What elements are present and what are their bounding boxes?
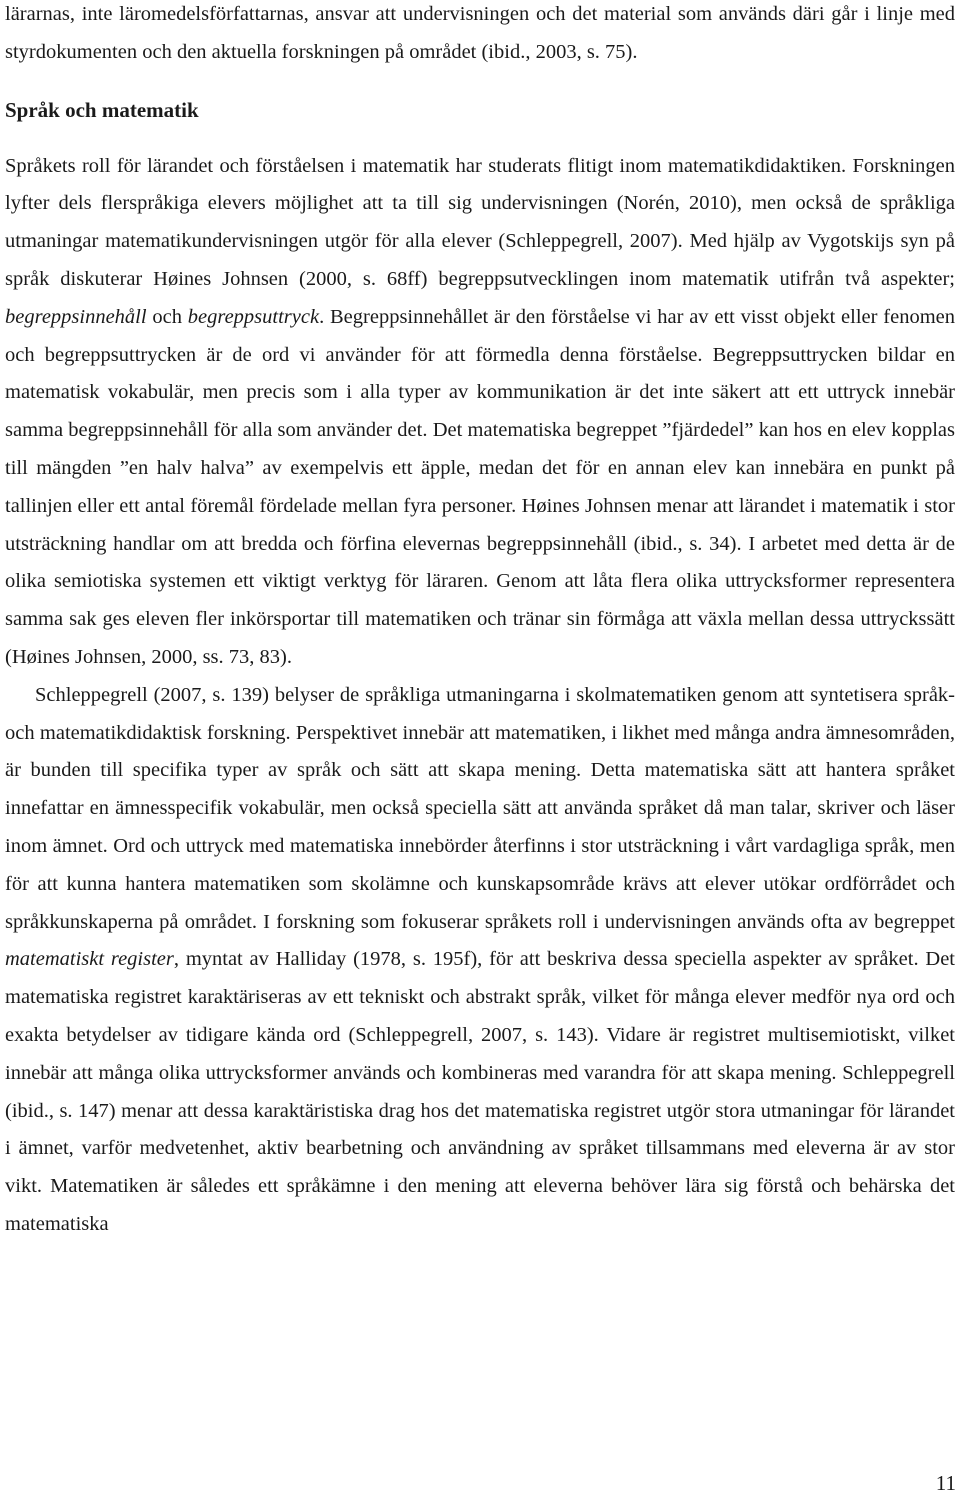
- paragraph-text: Schleppegrell (2007, s. 139) belyser de språkliga utmaningarna i skolmatematiken genom att syntetisera språk- och matematikdidaktisk forskning. Perspektivet innebär att matematiken, i likhet med många andra ämnesområden, är bunden till specifika typer av språk och sätt att skapa mening. Detta matematiska sätt att hantera språket innefattar en ämnesspecifik vokabulär, men också speciella sätt att använda språket då man talar, skriver och läser inom ämnet. Ord och uttryck med matematiska innebörder återfinns i stor utsträckning i vårt vardagliga språk, men för att kunna hantera matematiken som skolämne och kunskapsområde krävs att elever utökar ordförrådet och språkkunskaperna på området. I forskning som fokuserar språkets roll i undervisningen används ofta av begreppet: [5, 683, 955, 933]
- paragraph-text: och: [146, 305, 188, 328]
- paragraph-schleppegrell: [5, 677, 955, 1244]
- paragraph-text: Språkets roll för lärandet och förståelsen i matematik har studerats flitigt inom matematikdidaktiken. Forskningen lyfter dels flerspråkiga elevers möjlighet att ta till sig undervisningen (Norén, 2010), men också de språkliga utmaningar matematikundervisningen utgör för alla elever (Schleppegrell, 2007). Med hjälp av Vygotskijs syn på språk diskuterar Høines Johnsen (2000, s. 68ff) begreppsutvecklingen inom matematik utifrån två aspekter;: [5, 154, 955, 290]
- page-number: 11: [935, 1471, 956, 1495]
- italic-term-begreppsuttryck: begreppsuttryck: [187, 305, 320, 328]
- paragraph-language-role: [5, 148, 955, 677]
- section-heading: Språk och matematik: [5, 97, 199, 122]
- italic-term-begreppsinnehall: begreppsinnehåll: [5, 305, 147, 328]
- paragraph-intro-text: lärarnas, inte läromedelsförfattarnas, ansvar att undervisningen och det material som används däri går i linje med styrdokumenten och den aktuella forskningen på området (ibid., 2003, s. 75).: [5, 3, 955, 63]
- paragraph-text: , myntat av Halliday (1978, s. 195f), för att beskriva dessa speciella aspekter av språket. Det matematiska registret karaktäriseras av ett tekniskt och abstrakt språk, vilket för många elever medför nya ord och exakta betydelser av tidigare kända ord (Schleppegrell, 2007, s. 143). Vidare är registret multisemiotiskt, vilket innebär att många olika uttrycksformer används och kombineras med varandra för att skapa mening. Schleppegrell (ibid., s. 147) menar att dessa karaktäristiska drag hos det matematiska registret utgör stora utmaningar för lärandet i ämnet, varför medvetenhet, aktiv bearbetning och användning av språket tillsammans med eleverna är av stor vikt. Matematiken är således ett språkämne i den mening att eleverna behöver lära sig förstå och behärska det matematiska: [5, 948, 956, 1235]
- italic-term-matematiskt-register: matematiskt register: [5, 948, 174, 971]
- paragraph-text: . Begreppsinnehållet är den förståelse vi har av ett visst objekt eller fenomen och begreppsuttrycken är de ord vi använder för att förmedla denna förståelse. Begreppsuttrycken bildar en matematisk vokabulär, men precis som i alla typer av kommunikation är det inte säkert att ett uttryck innebär samma begreppsinnehåll för alla som använder det. Det matematiska begreppet ”fjärdedel” kan hos en elev kopplas till mängden ”en halv halva” av exempelvis ett äpple, medan det för en annan elev kan innebära en punkt på tallinjen eller ett antal föremål fördelade mellan fyra personer. Høines Johnsen menar att lärandet i matematik i stor utsträckning handlar om att bredda och förfina elevernas begreppsinnehåll (ibid., s. 34). I arbetet med detta är de olika semiotiska systemen ett viktigt verktyg för läraren. Genom att låta flera olika uttrycksformer representera samma sak ges eleven fler inkörsportar till matematiken och tränar sin förmåga att växla mellan dessa uttryckssätt (Høines Johnsen, 2000, ss. 73, 83).: [5, 305, 955, 668]
- paragraph-intro: [5, 0, 955, 72]
- document-page: [5, 0, 955, 1501]
